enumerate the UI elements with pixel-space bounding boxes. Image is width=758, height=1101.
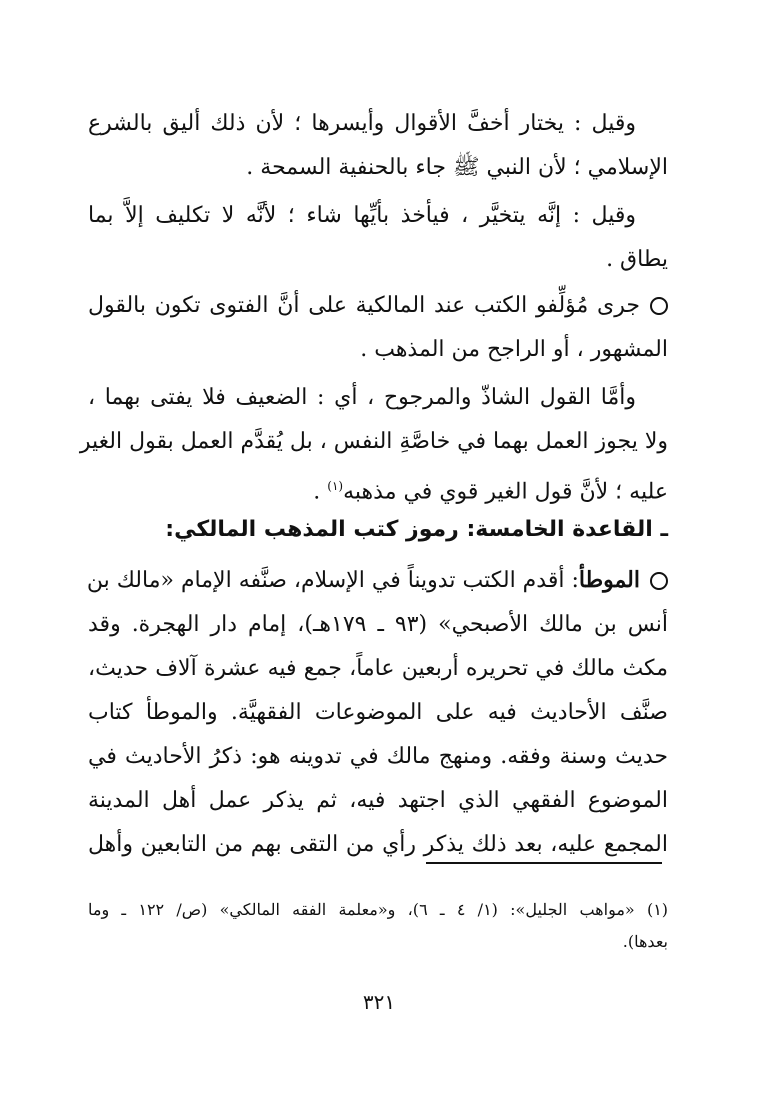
text-span: . (313, 479, 328, 505)
text-line (88, 284, 668, 328)
text-line: المجمع عليه، بعد ذلك يذكر رأي من التقى بهم من التابعين وأهل (88, 832, 668, 857)
text-line: ولا يجوز العمل بهما في خاصَّةِ النفس ، بل يُقدَّم العمل بقول الغير (79, 429, 668, 454)
footnote (88, 894, 668, 958)
term-muwatta: الموطأ (578, 567, 640, 593)
text-line (88, 464, 668, 514)
text-span: جرى مُؤلِّفو الكتب عند المالكية على أنَّ الفتوى تكون بالقول (88, 293, 640, 318)
text-line: صنَّف الأحاديث فيه على الموضوعات الفقهيَّة. والموطأ كتاب (88, 700, 668, 725)
paragraph-weak-opinion (79, 376, 668, 514)
text-line (88, 558, 668, 603)
footnote-line: بعدها). (622, 932, 668, 951)
text-line: حديث وسنة وفقه. ومنهج مالك في تدوينه هو: ذكرُ الأحاديث في (88, 744, 668, 769)
paragraph-fatwa-rule (88, 284, 668, 372)
section-heading: ـ القاعدة الخامسة: رموز كتب المذهب المالكي: (165, 517, 668, 542)
text-line: المشهور ، أو الراجح من المذهب . (360, 337, 668, 362)
text-line: مكث مالك في تحريره أربعين عاماً، جمع فيه عشرة آلاف حديث، (88, 656, 668, 681)
text-line: وأمَّا القول الشاذّ والمرجوح ، أي : الضعيف فلا يفتى بهما ، (88, 385, 636, 410)
paragraph-easiest-opinion (88, 102, 668, 190)
paragraph-muwatta (88, 558, 668, 867)
circle-bullet-icon (650, 572, 668, 590)
text-span: : أقدم الكتب تدويناً في الإسلام، صنَّفه الإمام «مالك بن (86, 568, 579, 593)
text-line: وقيل : إنَّه يتخيَّر ، فيأخذ بأيِّها شاء ؛ لأنَّه لا تكليف إلاَّ بما (88, 203, 636, 228)
footnote-reference: (١) (327, 479, 344, 493)
page-number: ٣٢١ (362, 990, 396, 1014)
footnote-divider (426, 862, 662, 864)
text-line: وقيل : يختار أخفَّ الأقوال وأيسرها ؛ لأن ذلك أليق بالشرع (88, 111, 636, 136)
circle-bullet-icon (650, 297, 668, 315)
text-line: أنس بن مالك الأصبحي» (٩٣ ـ ١٧٩هـ)، إمام دار الهجرة. وقد (88, 612, 668, 637)
text-line: الموضوع الفقهي الذي اجتهد فيه، ثم يذكر عمل أهل المدينة (88, 788, 668, 813)
paragraph-choice-opinion (88, 194, 668, 282)
text-line: يطاق . (606, 247, 668, 272)
text-span: عليه ؛ لأنَّ قول الغير قوي في مذهبه (343, 479, 668, 505)
footnote-line: (١) «مواهب الجليل»: (١/ ٤ ـ ٦)، و«معلمة الفقه المالكي» (ص/ ١٢٢ ـ وما (88, 900, 669, 919)
text-line: الإسلامي ؛ لأن النبي ﷺ جاء بالحنفية السمحة . (246, 155, 668, 180)
